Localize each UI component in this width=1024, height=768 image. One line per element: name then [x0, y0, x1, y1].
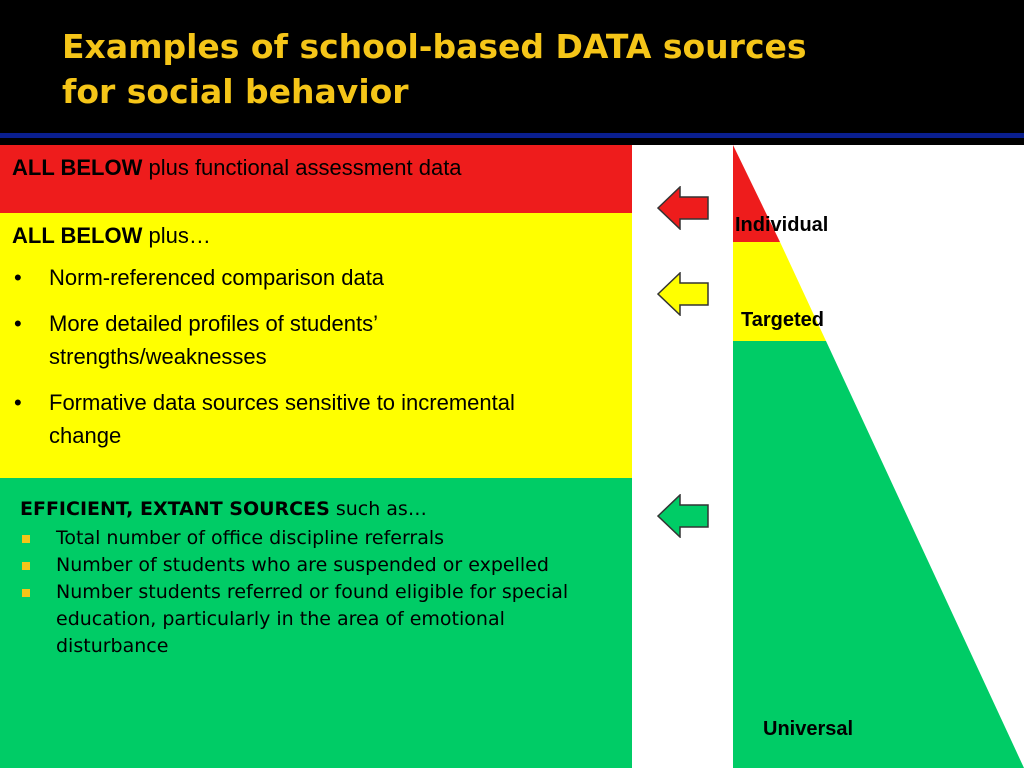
list-item: • Formative data sources sensitive to incremental change — [12, 386, 569, 452]
individual-tier-panel — [0, 145, 632, 213]
list-item: Number students referred or found eligible for special education, particularly in the area of emotional disturbance — [20, 579, 616, 660]
list-item: • Norm-referenced comparison data — [12, 261, 569, 294]
universal-lead-bold: EFFICIENT, EXTANT SOURCES — [20, 498, 330, 520]
tier-label-targeted: Targeted — [741, 309, 824, 331]
green-arrow-left-shape — [658, 495, 708, 537]
slide-title: Examples of school-based DATA sources for social behavior — [62, 27, 807, 111]
pyramid-universal-tier — [733, 341, 1024, 768]
individual-tier-text — [12, 155, 632, 181]
targeted-tier-panel — [0, 213, 632, 478]
list-item: • More detailed profiles of students’ strengths/weaknesses — [12, 307, 569, 373]
tier-label-universal: Universal — [763, 718, 854, 740]
targeted-lead-bold: ALL BELOW — [12, 223, 143, 248]
universal-lead-rest: such as… — [329, 498, 427, 520]
individual-lead-bold: ALL BELOW — [12, 155, 143, 180]
targeted-lead-rest: plus… — [142, 223, 211, 248]
targeted-tier-lead — [12, 223, 632, 249]
tier-label-individual: Individual — [735, 214, 829, 236]
red-arrow-left-icon — [657, 186, 709, 230]
universal-sources-list — [20, 525, 632, 660]
list-item: Number of students who are suspended or expelled — [20, 552, 616, 579]
yellow-arrow-left-icon — [657, 272, 709, 316]
targeted-sources-list — [12, 261, 632, 452]
individual-lead-rest: plus functional assessment data — [142, 155, 462, 180]
tier-pyramid — [733, 145, 1024, 768]
universal-tier-lead — [20, 496, 632, 523]
title-bar — [0, 0, 1024, 133]
universal-tier-panel — [0, 478, 632, 768]
red-arrow-left-shape — [658, 187, 708, 229]
yellow-arrow-left-shape — [658, 273, 708, 315]
title-divider-black — [0, 138, 1024, 145]
green-arrow-left-icon — [657, 494, 709, 538]
list-item: Total number of office discipline referrals — [20, 525, 616, 552]
